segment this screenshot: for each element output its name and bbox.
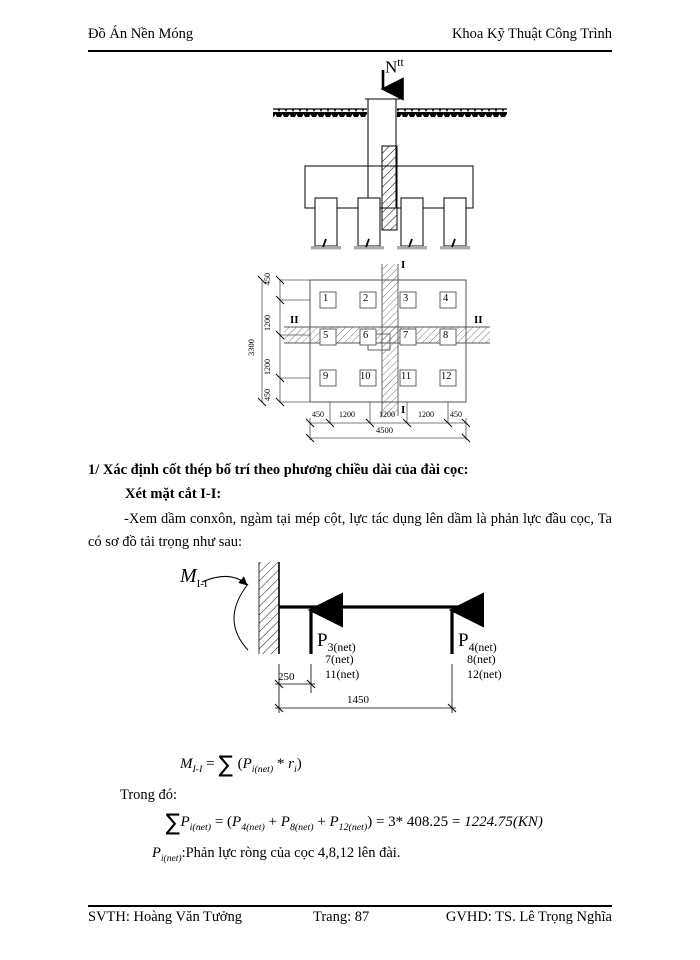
section-mark-I-bottom: I bbox=[401, 404, 406, 416]
plan-pile-label-2: 2 bbox=[363, 293, 369, 304]
section-mark-I-top: I bbox=[401, 259, 406, 271]
plan-dim-v-total: 3300 bbox=[246, 339, 256, 356]
section-mark-II-left: II bbox=[290, 314, 299, 326]
pile-4 bbox=[444, 198, 466, 246]
fixed-support-wall bbox=[259, 562, 279, 654]
heading-2: Xét mặt cắt I-I: bbox=[125, 486, 222, 502]
heading-1: 1/ Xác định cốt thép bố trí theo phương chiều dài của đài cọc: bbox=[88, 462, 469, 478]
paragraph-1: -Xem dầm conxôn, ngàm tại mép cột, lực tác dụng lên dầm là phản lực đầu cọc, Ta có sơ đồ tải trọng như sau: bbox=[88, 511, 612, 551]
load-label-7net: 7(net) bbox=[325, 652, 354, 666]
plan-pile-label-1: 1 bbox=[323, 293, 329, 304]
header-left-text: Đồ Án Nền Móng bbox=[88, 26, 194, 42]
load-label: $N^{tt}$ bbox=[385, 56, 404, 77]
load-label-12net: 12(net) bbox=[467, 667, 502, 681]
plan-dim-h-4: 1200 bbox=[418, 410, 434, 419]
cantilever-beam-figure bbox=[180, 558, 520, 733]
load-label-P3-main: P bbox=[317, 630, 328, 651]
footer-page-number: Trang: 87 bbox=[313, 909, 370, 925]
plan-dim-v-3: 1200 bbox=[263, 359, 272, 375]
load-label-P4-sub: 4(net) bbox=[468, 640, 497, 654]
moment-arrow bbox=[202, 576, 246, 584]
plan-dim-v-2: 1200 bbox=[263, 315, 272, 331]
page-footer bbox=[88, 909, 612, 931]
pile-1 bbox=[315, 198, 337, 246]
sum-symbol: ∑ bbox=[218, 752, 234, 778]
load-label-P3-sub: 3(net) bbox=[327, 640, 356, 654]
section-mark-II-right: II bbox=[474, 314, 483, 326]
page-header bbox=[88, 26, 612, 50]
column-section-hatch bbox=[382, 146, 397, 230]
plan-pile-label-10: 10 bbox=[360, 371, 371, 382]
formula-sum-forces: $\sum P_{i(net)} = (P_{4(net)} + P_{8(net)} + P_{12(net)}) = 3*$ 408.25 = 1224.75(KN) bbox=[165, 810, 543, 836]
plan-pile-label-3: 3 bbox=[403, 293, 409, 304]
load-label-11net: 11(net) bbox=[325, 667, 360, 681]
ground-hatch-left bbox=[273, 109, 367, 117]
header-divider bbox=[88, 50, 612, 52]
plan-pile-label-11: 11 bbox=[401, 371, 412, 382]
plan-dim-h-total: 4500 bbox=[376, 425, 393, 435]
load-label-P4-main: P bbox=[458, 630, 469, 651]
plan-pile-label-5: 5 bbox=[323, 330, 329, 341]
beam-dim-1450: 1450 bbox=[347, 694, 369, 706]
formula-moment: $M_{I-I}$ = ∑ $(P_{i(net)} * r_i)$ bbox=[180, 752, 302, 778]
load-label-P3-group bbox=[317, 631, 356, 654]
footer-advisor: GVHD: TS. Lê Trọng Nghĩa bbox=[445, 909, 612, 925]
plan-pile-label-12: 12 bbox=[441, 371, 452, 382]
plan-dim-v-1: 450 bbox=[263, 273, 272, 285]
plan-pile-label-9: 9 bbox=[323, 371, 329, 382]
plan-pile-label-7: 7 bbox=[403, 330, 409, 341]
moment-label: $M_{I-I}$ bbox=[180, 565, 208, 590]
beam-dim-250: 250 bbox=[278, 671, 295, 683]
plan-pile-label-6: 6 bbox=[363, 330, 369, 341]
load-label-P4-group bbox=[458, 631, 497, 654]
sum-symbol-2: ∑ bbox=[165, 810, 180, 836]
plan-pile-label-8: 8 bbox=[443, 330, 449, 341]
footer-divider bbox=[88, 905, 612, 907]
plan-dim-h-3: 1200 bbox=[379, 410, 395, 419]
note-text: :Phản lực ròng của cọc 4,8,12 lên đài. bbox=[181, 845, 401, 861]
trong-do-label: Trong đó: bbox=[120, 787, 178, 803]
plan-svg bbox=[252, 258, 502, 446]
pile-2 bbox=[358, 198, 380, 246]
header-right-text: Khoa Kỹ Thuật Công Trình bbox=[451, 26, 612, 42]
plan-dim-v-4: 450 bbox=[263, 389, 272, 401]
plan-pile-label-4: 4 bbox=[443, 293, 449, 304]
pile-3 bbox=[401, 198, 423, 246]
plan-dim-h-5: 450 bbox=[450, 410, 462, 419]
ground-hatch-right bbox=[397, 109, 507, 117]
load-label-P4-extra bbox=[467, 652, 502, 682]
pile-cap-plan-figure bbox=[246, 258, 502, 451]
pile-foundation-elevation-figure bbox=[265, 58, 515, 258]
plan-dim-h-2: 1200 bbox=[339, 410, 355, 419]
moment-diagram-curve bbox=[234, 584, 248, 650]
load-label-8net: 8(net) bbox=[467, 652, 496, 666]
formula-note: $P_{i(net)}:Phản$ lực ròng của cọc 4,8,12 lên đài. bbox=[152, 845, 401, 864]
footer-student: SVTH: Hoàng Văn Tưởng bbox=[88, 909, 242, 925]
load-label-P3-extra bbox=[325, 652, 359, 682]
plan-dim-h-1: 450 bbox=[312, 410, 324, 419]
elevation-svg bbox=[265, 58, 515, 253]
